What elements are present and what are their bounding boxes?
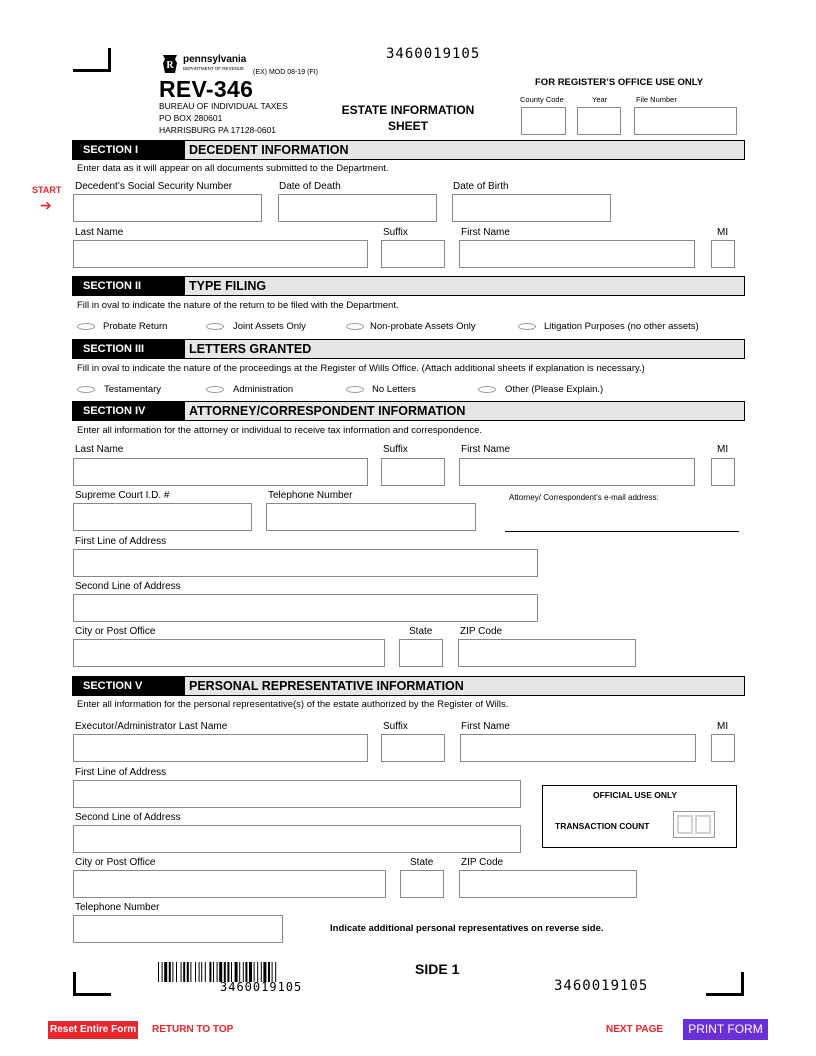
attorney-last-name-field[interactable]	[73, 458, 368, 486]
decedent-first-name-field[interactable]	[459, 240, 695, 268]
filing-probate-oval[interactable]	[77, 323, 95, 330]
svg-text:R: R	[166, 60, 174, 71]
keystone-icon	[160, 54, 180, 74]
form-revision: (EX) MOD 08-19 (FI)	[253, 69, 318, 76]
rep-address1-field[interactable]	[73, 780, 521, 808]
city-line: HARRISBURG PA 17128-0601	[159, 125, 277, 135]
form-title-line1: ESTATE INFORMATION	[341, 103, 475, 117]
po-box: PO BOX 280601	[159, 113, 223, 123]
rep-suffix-field[interactable]	[381, 734, 445, 762]
rep-last-name-label: Executor/Administrator Last Name	[75, 721, 228, 732]
filing-joint-label: Joint Assets Only	[233, 321, 306, 332]
barcode-bar	[199, 962, 200, 982]
rep-phone-field[interactable]	[73, 915, 283, 943]
barcode-bar	[231, 962, 232, 982]
barcode-bar	[227, 962, 229, 982]
section-1-instruction: Enter data as it will appear on all documents submitted to the Department.	[77, 163, 389, 174]
county-code-field[interactable]	[521, 107, 566, 135]
section-3-header	[72, 339, 745, 359]
rep-suffix-label: Suffix	[383, 721, 408, 732]
barcode-bar	[187, 962, 189, 982]
rep-mi-label: MI	[717, 721, 729, 732]
transaction-count-digit-1	[677, 815, 693, 834]
rep-state-label: State	[410, 857, 434, 868]
attorney-address2-field[interactable]	[73, 594, 538, 622]
barcode-bar	[190, 962, 191, 982]
barcode-bar	[195, 962, 196, 982]
rep-state-field[interactable]	[400, 870, 444, 898]
rep-city-label: City or Post Office	[75, 857, 156, 868]
attorney-city-label: City or Post Office	[75, 626, 156, 637]
section-5-tag: SECTION V	[73, 677, 185, 695]
logo-state-name: pennsylvania	[183, 54, 247, 65]
return-to-top-link[interactable]: RETURN TO TOP	[152, 1024, 234, 1035]
filing-nonprobate-label: Non-probate Assets Only	[370, 321, 476, 332]
start-arrow-icon: ➔	[40, 197, 52, 213]
letters-administration-label: Administration	[233, 384, 294, 395]
barcode-bar	[249, 962, 252, 982]
section-1-tag: SECTION I	[73, 141, 185, 159]
barcode-bar	[224, 962, 226, 982]
rep-phone-label: Telephone Number	[75, 902, 160, 913]
attorney-city-field[interactable]	[73, 639, 385, 667]
year-label: Year	[592, 95, 608, 104]
decedent-suffix-label: Suffix	[383, 227, 408, 238]
barcode-graphic	[158, 962, 368, 982]
rep-city-field[interactable]	[73, 870, 386, 898]
form-scan-number-top: 3460019105	[386, 46, 481, 62]
section-5-header	[72, 676, 745, 696]
barcode-bar	[261, 962, 262, 982]
letters-administration-oval[interactable]	[206, 386, 224, 393]
attorney-zip-label: ZIP Code	[460, 626, 503, 637]
transaction-count-field[interactable]	[673, 811, 715, 838]
next-page-link[interactable]: NEXT PAGE	[606, 1024, 664, 1035]
attorney-phone-label: Telephone Number	[268, 490, 353, 501]
rep-last-name-field[interactable]	[73, 734, 368, 762]
barcode-bar	[205, 962, 206, 982]
ssn-field[interactable]	[73, 194, 262, 222]
section-2-header	[72, 276, 745, 296]
form-title	[328, 102, 488, 134]
section-3-title: LETTERS GRANTED	[189, 342, 312, 356]
attorney-mi-label: MI	[717, 444, 729, 455]
dod-field[interactable]	[278, 194, 437, 222]
print-form-button[interactable]: PRINT FORM	[683, 1019, 768, 1040]
barcode	[158, 962, 368, 982]
office-use-heading: FOR REGISTER’S OFFICE USE ONLY	[535, 77, 704, 88]
logo-department: DEPARTMENT OF REVENUE	[183, 66, 245, 71]
section-4-tag: SECTION IV	[73, 402, 185, 420]
attorney-email-line[interactable]	[505, 531, 739, 532]
year-field[interactable]	[577, 107, 621, 135]
rep-first-name-field[interactable]	[460, 734, 696, 762]
section-2-instruction: Fill in oval to indicate the nature of the return to be filed with the Department.	[77, 300, 399, 311]
attorney-zip-field[interactable]	[458, 639, 636, 667]
attorney-last-name-label: Last Name	[75, 444, 124, 455]
registration-mark-bottom-left	[73, 972, 111, 996]
file-number-field[interactable]	[634, 107, 737, 135]
section-3-instruction: Fill in oval to indicate the nature of the proceedings at the Register of Wills Office. (Attach additional sheets if explanation is necessary.)	[77, 363, 645, 374]
filing-litigation-label: Litigation Purposes (no other assets)	[544, 321, 699, 332]
letters-testamentary-oval[interactable]	[77, 386, 95, 393]
attorney-suffix-label: Suffix	[383, 444, 408, 455]
official-use-box	[542, 785, 737, 848]
barcode-bar	[243, 962, 244, 982]
form-scan-number-bottom: 3460019105	[554, 978, 649, 994]
ssn-label: Decedent’s Social Security Number	[75, 181, 233, 192]
section-1-title: DECEDENT INFORMATION	[189, 143, 349, 157]
attorney-mi-field[interactable]	[711, 458, 735, 486]
transaction-count-label: TRANSACTION COUNT	[555, 821, 650, 831]
dob-label: Date of Birth	[453, 181, 509, 192]
file-number-label: File Number	[636, 95, 677, 104]
barcode-bar	[245, 962, 247, 982]
attorney-suffix-field[interactable]	[381, 458, 445, 486]
letters-other-label: Other (Please Explain.)	[505, 384, 604, 395]
barcode-bar	[201, 962, 202, 982]
filing-nonprobate-oval[interactable]	[346, 323, 364, 330]
form-title-line2: SHEET	[387, 119, 428, 133]
section-4-header	[72, 401, 745, 421]
barcode-bar	[219, 962, 222, 982]
decedent-mi-field[interactable]	[711, 240, 735, 268]
rep-address1-label: First Line of Address	[75, 767, 167, 778]
decedent-last-name-label: Last Name	[75, 227, 124, 238]
barcode-bar	[254, 962, 255, 982]
start-label: START	[32, 185, 62, 195]
barcode-bar	[183, 962, 185, 982]
official-use-heading: OFFICIAL USE ONLY	[593, 790, 678, 800]
decedent-suffix-field[interactable]	[381, 240, 445, 268]
section-1-header	[72, 140, 745, 160]
barcode-bar	[213, 962, 214, 982]
rep-zip-label: ZIP Code	[461, 857, 504, 868]
filing-probate-label: Probate Return	[103, 321, 168, 332]
rep-address2-field[interactable]	[73, 825, 521, 853]
letters-none-oval[interactable]	[346, 386, 364, 393]
barcode-bar	[158, 962, 159, 982]
registration-mark-bottom-right	[706, 972, 744, 996]
attorney-first-name-field[interactable]	[459, 458, 695, 486]
section-2-title: TYPE FILING	[189, 279, 267, 293]
attorney-address1-field[interactable]	[73, 549, 538, 577]
reset-form-button[interactable]: Reset Entire Form	[48, 1021, 138, 1039]
barcode-number: 3460019105	[220, 980, 303, 994]
barcode-bar	[172, 962, 173, 982]
letters-testamentary-label: Testamentary	[104, 384, 162, 395]
barcode-bar	[268, 962, 270, 982]
county-code-label: County Code	[520, 95, 564, 104]
decedent-last-name-field[interactable]	[73, 240, 368, 268]
form-id: REV-346	[159, 76, 254, 102]
rep-first-name-label: First Name	[461, 721, 510, 732]
transaction-count-digit-2	[695, 815, 711, 834]
section-5-instruction: Enter all information for the personal representative(s) of the estate authorized by the Register of Wills.	[77, 699, 509, 710]
pa-keystone-logo	[160, 54, 180, 74]
attorney-email-label: Attorney/ Correspondent’s e-mail address:	[509, 493, 659, 502]
letters-other-oval[interactable]	[478, 386, 496, 393]
dod-label: Date of Death	[279, 181, 341, 192]
barcode-bar	[275, 962, 276, 982]
letters-none-label: No Letters	[372, 384, 416, 395]
barcode-bar	[217, 962, 218, 982]
court-id-label: Supreme Court I.D. #	[75, 490, 170, 501]
attorney-phone-field[interactable]	[266, 503, 476, 531]
barcode-bar	[162, 962, 163, 982]
side-label: SIDE 1	[415, 961, 460, 977]
rep-zip-field[interactable]	[459, 870, 637, 898]
barcode-bar	[169, 962, 171, 982]
decedent-first-name-label: First Name	[461, 227, 510, 238]
filing-joint-oval[interactable]	[206, 323, 224, 330]
barcode-bar	[272, 962, 273, 982]
barcode-bar	[239, 962, 240, 982]
barcode-bar	[235, 962, 238, 982]
section-3-tag: SECTION III	[73, 340, 185, 358]
bureau-name: BUREAU OF INDIVIDUAL TAXES	[159, 101, 288, 111]
attorney-state-field[interactable]	[399, 639, 443, 667]
section-4-title: ATTORNEY/CORRESPONDENT INFORMATION	[189, 404, 466, 418]
barcode-bar	[181, 962, 182, 982]
barcode-bar	[209, 962, 211, 982]
additional-reps-note: Indicate additional personal representatives on reverse side.	[330, 923, 604, 934]
barcode-bar	[164, 962, 167, 982]
registration-mark-top-left	[73, 48, 111, 72]
attorney-state-label: State	[409, 626, 433, 637]
decedent-mi-label: MI	[717, 227, 729, 238]
barcode-bar	[263, 962, 266, 982]
dob-field[interactable]	[452, 194, 611, 222]
attorney-first-name-label: First Name	[461, 444, 510, 455]
section-4-instruction: Enter all information for the attorney or individual to receive tax information and correspondence.	[77, 425, 483, 436]
barcode-bar	[257, 962, 258, 982]
attorney-address1-label: First Line of Address	[75, 536, 167, 547]
attorney-address2-label: Second Line of Address	[75, 581, 181, 592]
filing-litigation-oval[interactable]	[518, 323, 536, 330]
court-id-field[interactable]	[73, 503, 252, 531]
rep-mi-field[interactable]	[711, 734, 735, 762]
section-5-title: PERSONAL REPRESENTATIVE INFORMATION	[189, 679, 464, 693]
rep-address2-label: Second Line of Address	[75, 812, 181, 823]
barcode-bar	[176, 962, 177, 982]
section-2-tag: SECTION II	[73, 277, 185, 295]
